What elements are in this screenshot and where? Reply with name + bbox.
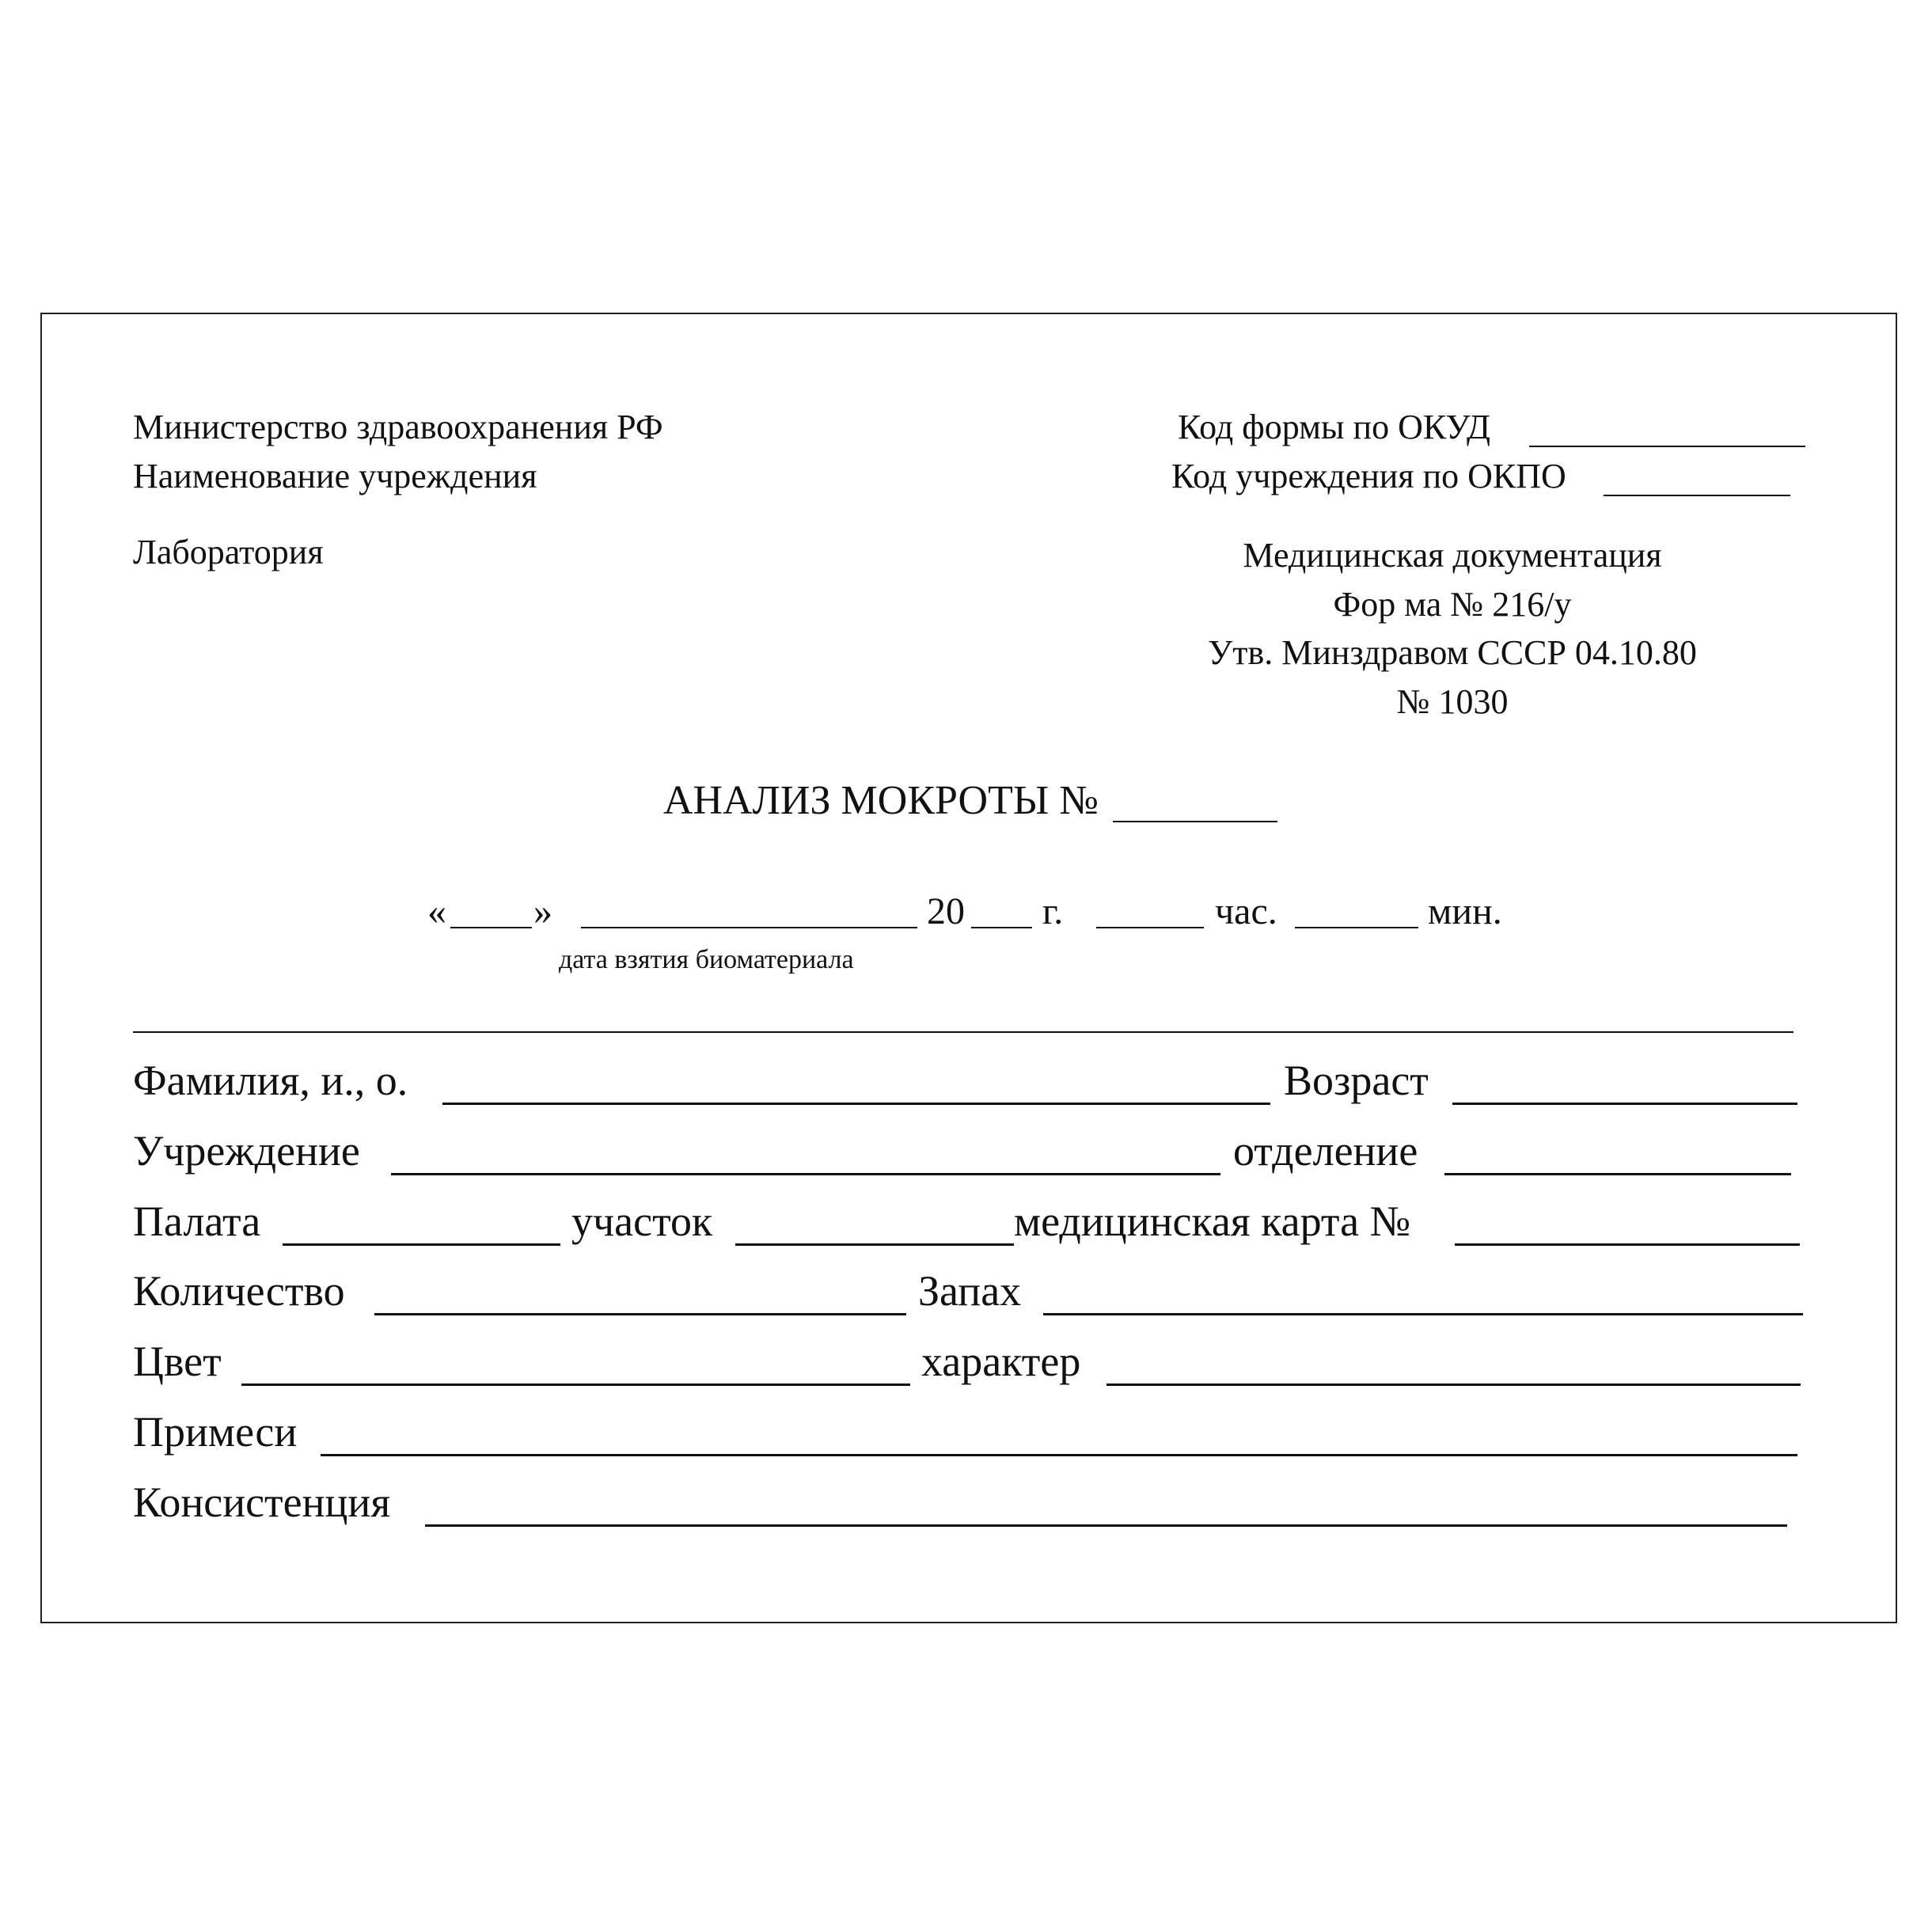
okud-field[interactable] bbox=[1529, 446, 1805, 447]
institution-name-label: Наименование учреждения bbox=[133, 457, 537, 495]
form-info-line2: Фор ма № 216/у bbox=[1333, 585, 1572, 624]
full-name-label: Фамилия, и., о. bbox=[133, 1057, 408, 1104]
year-prefix: 20 bbox=[927, 890, 965, 932]
open-quote: « bbox=[427, 890, 446, 932]
quantity-label: Количество bbox=[133, 1267, 345, 1315]
district-label: участок bbox=[571, 1198, 713, 1245]
full-name-field[interactable] bbox=[442, 1103, 1270, 1105]
minute-label: мин. bbox=[1428, 890, 1502, 932]
age-label: Возраст bbox=[1284, 1057, 1429, 1104]
minute-field[interactable] bbox=[1295, 927, 1418, 928]
analysis-number-field[interactable] bbox=[1113, 821, 1277, 822]
department-field[interactable] bbox=[1444, 1173, 1791, 1175]
smell-field[interactable] bbox=[1043, 1313, 1803, 1315]
okud-label: Код формы по ОКУД bbox=[1178, 408, 1491, 446]
impurities-field[interactable] bbox=[321, 1454, 1797, 1456]
color-field[interactable] bbox=[241, 1384, 910, 1386]
hour-label: час. bbox=[1215, 890, 1277, 932]
okpo-label: Код учреждения по ОКПО bbox=[1171, 457, 1566, 495]
year-field[interactable] bbox=[971, 927, 1032, 928]
character-label: характер bbox=[921, 1338, 1081, 1385]
district-field[interactable] bbox=[735, 1243, 1014, 1246]
quantity-field[interactable] bbox=[374, 1313, 906, 1315]
character-field[interactable] bbox=[1106, 1384, 1801, 1386]
institution-label: Учреждение bbox=[133, 1127, 360, 1175]
close-quote: » bbox=[533, 890, 552, 932]
medical-card-label: медицинская карта № bbox=[1014, 1198, 1411, 1245]
ministry-label: Министерство здравоохранения РФ bbox=[133, 408, 663, 446]
okpo-field[interactable] bbox=[1604, 495, 1790, 496]
date-caption: дата взятия биоматериала bbox=[559, 945, 854, 974]
form-info-line3: Утв. Минздравом СССР 04.10.80 bbox=[1208, 633, 1697, 672]
smell-label: Запах bbox=[918, 1267, 1022, 1315]
impurities-label: Примеси bbox=[133, 1408, 298, 1456]
hour-field[interactable] bbox=[1096, 927, 1204, 928]
consistency-field[interactable] bbox=[425, 1524, 1787, 1527]
medical-card-field[interactable] bbox=[1455, 1243, 1800, 1246]
color-label: Цвет bbox=[133, 1338, 222, 1385]
page-title: АНАЛИЗ МОКРОТЫ № bbox=[663, 778, 1099, 823]
day-field[interactable] bbox=[450, 927, 532, 928]
department-label: отделение bbox=[1233, 1127, 1418, 1175]
ward-field[interactable] bbox=[283, 1243, 560, 1246]
ward-label: Палата bbox=[133, 1198, 261, 1245]
year-suffix: г. bbox=[1042, 890, 1064, 932]
form-info-line1: Медицинская документация bbox=[1243, 536, 1662, 575]
consistency-label: Консистенция bbox=[133, 1478, 391, 1526]
form-border bbox=[40, 313, 1897, 1623]
separator-line bbox=[133, 1031, 1793, 1033]
age-field[interactable] bbox=[1452, 1103, 1797, 1105]
laboratory-label: Лаборатория bbox=[133, 533, 324, 571]
form-info-line4: № 1030 bbox=[1396, 682, 1509, 721]
month-field[interactable] bbox=[581, 927, 917, 928]
institution-field[interactable] bbox=[391, 1173, 1220, 1175]
